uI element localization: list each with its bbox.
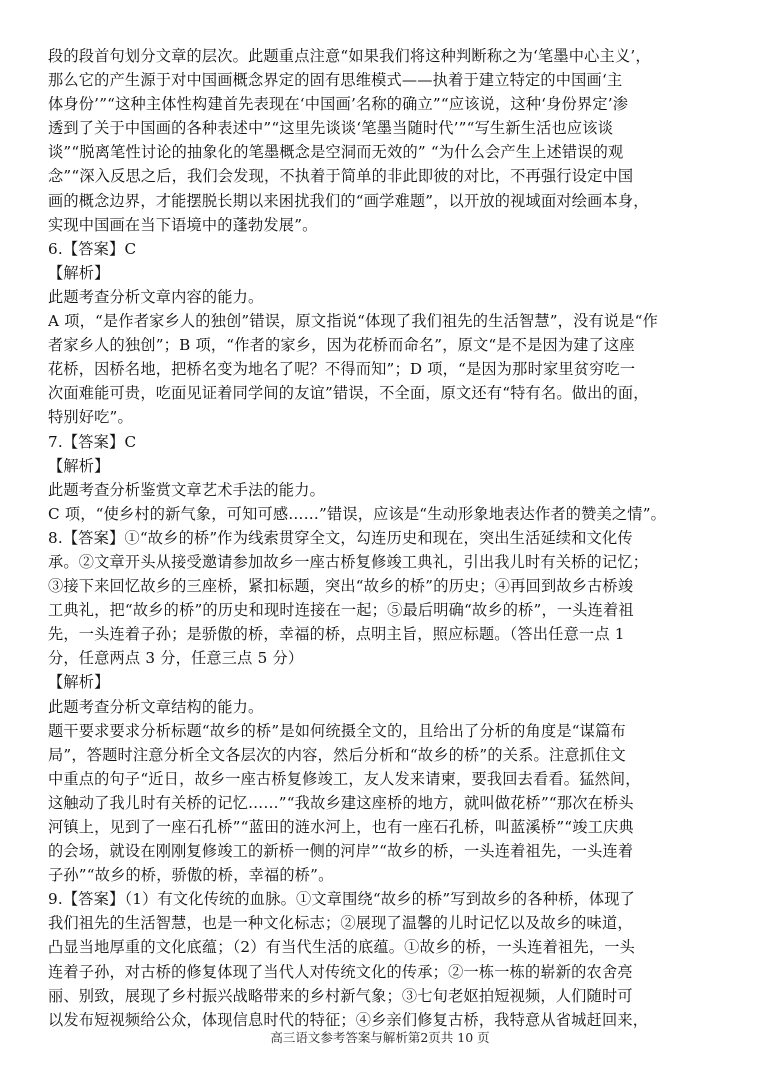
text-line: 河镇上，见到了一座石孔桥”“蓝田的涟水河上，也有一座石孔桥，叫蓝溪桥”“竣工庆典: [48, 818, 634, 836]
text-line: 先，一头连着子孙；是骄傲的桥，幸福的桥，点明主旨，照应标题。（答出任意一点 1: [48, 625, 625, 644]
text-line: 次面难能可贵，吃面见证着同学间的友谊”错误，不全面，原文还有“特有名。做出的面，: [48, 384, 649, 403]
text-line: ③接下来回忆故乡的三座桥，紧扣标题，突出“故乡的桥”的历史；④再回到故乡古桥竣: [48, 577, 634, 596]
text-line: 此题考查分析鉴赏文章艺术手法的能力。: [48, 480, 325, 499]
text-line: 以发布短视频给公众，体现信息时代的特征；④乡亲们修复古桥，我特意从省城赶回来，: [48, 1010, 649, 1029]
text-line: 特别好吃”。: [48, 408, 133, 427]
text-line: 体身份’”“这种主体性构建首先表现在‘中国画’名称的确立”“应该说，这种‘身份界定’渗: [48, 95, 629, 114]
text-line: 承。②文章开头从接受邀请参加故乡一座古桥复修竣工典礼，引出我儿时有关桥的记忆；: [48, 552, 649, 571]
text-line: 者家乡人的独创”；B 项，“作者的家乡，因为花桥而命名”，原文“是不是因为建了这座: [48, 336, 635, 355]
text-line: 念”“深入反思之后，我们会发现，不执着于简单的非此即彼的对比，不再强行设定中国: [48, 167, 634, 186]
text-line: 8.【答案】①“故乡的桥”作为线索贯穿全文，勾连历史和现在，突出生活延续和文化传: [48, 528, 633, 547]
text-line: A 项，“是作者家乡人的独创”错误，原文指说“体现了我们祖先的生活智慧”，没有说是“作: [48, 312, 658, 331]
text-line: 的会场，就设在刚刚复修竣工的新桥一侧的河岸”“故乡的桥，一头连着祖先，一头连着: [48, 842, 634, 861]
text-line: 题干要求要求分析标题“故乡的桥”是如何统摄全文的，且给出了分析的角度是“谋篇布: [48, 721, 626, 740]
text-line: 【解析】: [48, 456, 110, 475]
text-line: 画的概念边界，才能摆脱长期以来困扰我们的“画学难题”，以开放的视域面对绘画本身，: [48, 191, 649, 210]
text-line: 9.【答案】（1）有文化传统的血脉。①文章围绕“故乡的桥”写到故乡的各种桥，体现了: [48, 890, 636, 909]
text-line: 花桥，因桥名地，把桥名变为地名了呢？不得而知”；D 项，“是因为那时家里贫穷吃一: [48, 360, 636, 379]
text-line: 子孙”“故乡的桥，骄傲的桥，幸福的桥”。: [48, 866, 334, 885]
text-line: 【解析】: [48, 673, 110, 692]
text-line: 谈”“脱离笔性讨论的抽象化的笔墨概念是空洞而无效的” “为什么会产生上述错误的观: [48, 143, 624, 162]
text-line: 我们祖先的生活智慧，也是一种文化标志；②展现了温馨的儿时记忆以及故乡的味道，: [48, 914, 633, 933]
text-line: 中重点的句子“近日，故乡一座古桥复修竣工，友人发来请柬，要我回去看看。猛然间，: [48, 769, 641, 788]
text-line: 6.【答案】C: [48, 239, 137, 258]
text-line: 此题考查分析文章结构的能力。: [48, 697, 264, 716]
text-line: C 项，“使乡村的新气象，可知可感……”错误，应该是“生动形象地表达作者的赞美之情”。: [48, 504, 667, 523]
text-line: 那么它的产生源于对中国画概念界定的固有思维模式——执着于建立特定的中国画‘主: [48, 71, 623, 90]
text-line: 透到了关于中国画的各种表述中”“这里先谈谈‘笔墨当随时代’”“写生新生活也应该谈: [48, 119, 614, 138]
text-line: 分，任意两点 3 分，任意三点 5 分）: [48, 649, 304, 668]
text-line: 这触动了我儿时有关桥的记忆……”“我故乡建这座桥的地方，就叫做花桥”“那次在桥头: [48, 793, 634, 812]
text-line: 局”，答题时注意分析全文各层次的内容，然后分析和“故乡的桥”的关系。注意抓住文: [48, 745, 626, 764]
text-line: 工典礼，把“故乡的桥”的历史和现时连接在一起；⑤最后明确“故乡的桥”，一头连着祖: [48, 601, 634, 620]
text-line: 实现中国画在当下语境中的蓬勃发展”。: [48, 215, 318, 234]
page-footer: 高三语文参考答案与解析第2页共 10 页: [270, 1030, 490, 1045]
text-line: 此题考查分析文章内容的能力。: [48, 287, 264, 306]
text-line: 段的段首句划分文章的层次。此题重点注意“如果我们将这种判断称之为‘笔墨中心主义’，: [48, 47, 651, 65]
answer-text-body: [48, 44, 720, 1032]
text-line: 凸显当地厚重的文化底蕴；（2）有当代生活的底蕴。①故乡的桥，一头连着祖先，一头: [48, 938, 635, 957]
text-line: 7.【答案】C: [48, 432, 137, 451]
text-line: 【解析】: [48, 263, 110, 282]
text-line: 丽、别致，展现了乡村振兴战略带来的乡村新气象；③七旬老妪拍短视频，人们随时可: [48, 986, 633, 1005]
text-line: 连着子孙，对古桥的修复体现了当代人对传统文化的传承；②一栋一栋的崭新的农舍亮: [48, 962, 633, 981]
